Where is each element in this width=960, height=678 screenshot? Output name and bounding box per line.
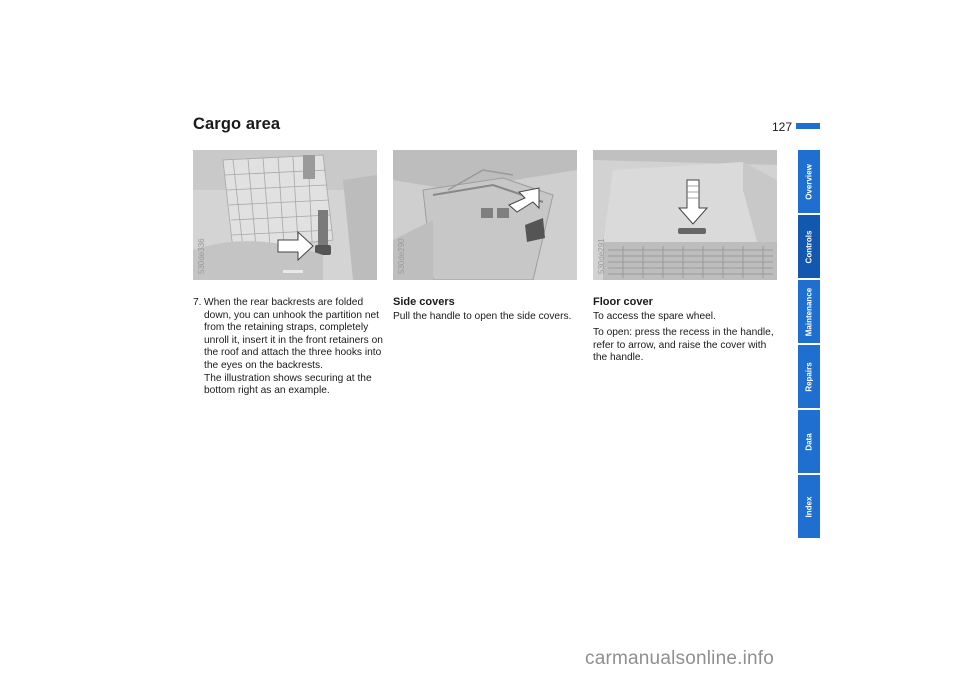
side-covers-text: Pull the handle to open the side covers. [393,310,572,322]
step-note: The illustration shows securing at the bottom right as an example. [204,372,372,397]
tab-data[interactable] [798,410,820,473]
page-title: Cargo area [193,115,281,133]
image-code: 530de290 [397,238,406,274]
tab-controls[interactable] [798,215,820,278]
floor-cover-drawing [593,150,777,280]
tab-index[interactable] [798,475,820,538]
floor-cover-heading: Floor cover [593,296,653,308]
image-code: 530de336 [197,238,206,274]
side-covers-section [393,296,588,327]
illustration-floor-cover [593,150,777,280]
tab-label: Overview [804,163,814,200]
tab-repairs[interactable] [798,345,820,408]
floor-cover-section [593,296,783,369]
floor-cover-text-1: To access the spare wheel. [593,310,716,322]
partition-net-drawing [193,150,377,280]
tab-label: Controls [804,230,814,263]
side-covers-heading: Side covers [393,296,455,308]
page-number-bar [796,123,820,129]
tab-label: Repairs [804,361,814,392]
tab-label: Maintenance [804,287,814,336]
floor-cover-text-2: To open: press the recess in the handle, refer to arrow, and raise the cover with the handle. [593,327,774,364]
tab-label: Index [804,496,814,517]
tab-overview[interactable] [798,150,820,213]
illustration-partition-net [193,150,377,280]
illustration-side-cover [393,150,577,280]
step-7 [193,297,383,398]
step-text: When the rear backrests are folded down, you can unhook the partition net from the retaining straps, completely unroll it, insert it in the front retainers on the roof and attach the three hooks into the eyes on the backrests. [204,297,383,371]
step-number: 7. [193,297,202,308]
image-code: 530de291 [597,238,606,274]
tab-maintenance[interactable] [798,280,820,343]
watermark: carmanualsonline.info [585,648,775,669]
page-number: 127 [772,120,793,134]
tab-label: Data [804,432,814,451]
side-cover-drawing [393,150,577,280]
